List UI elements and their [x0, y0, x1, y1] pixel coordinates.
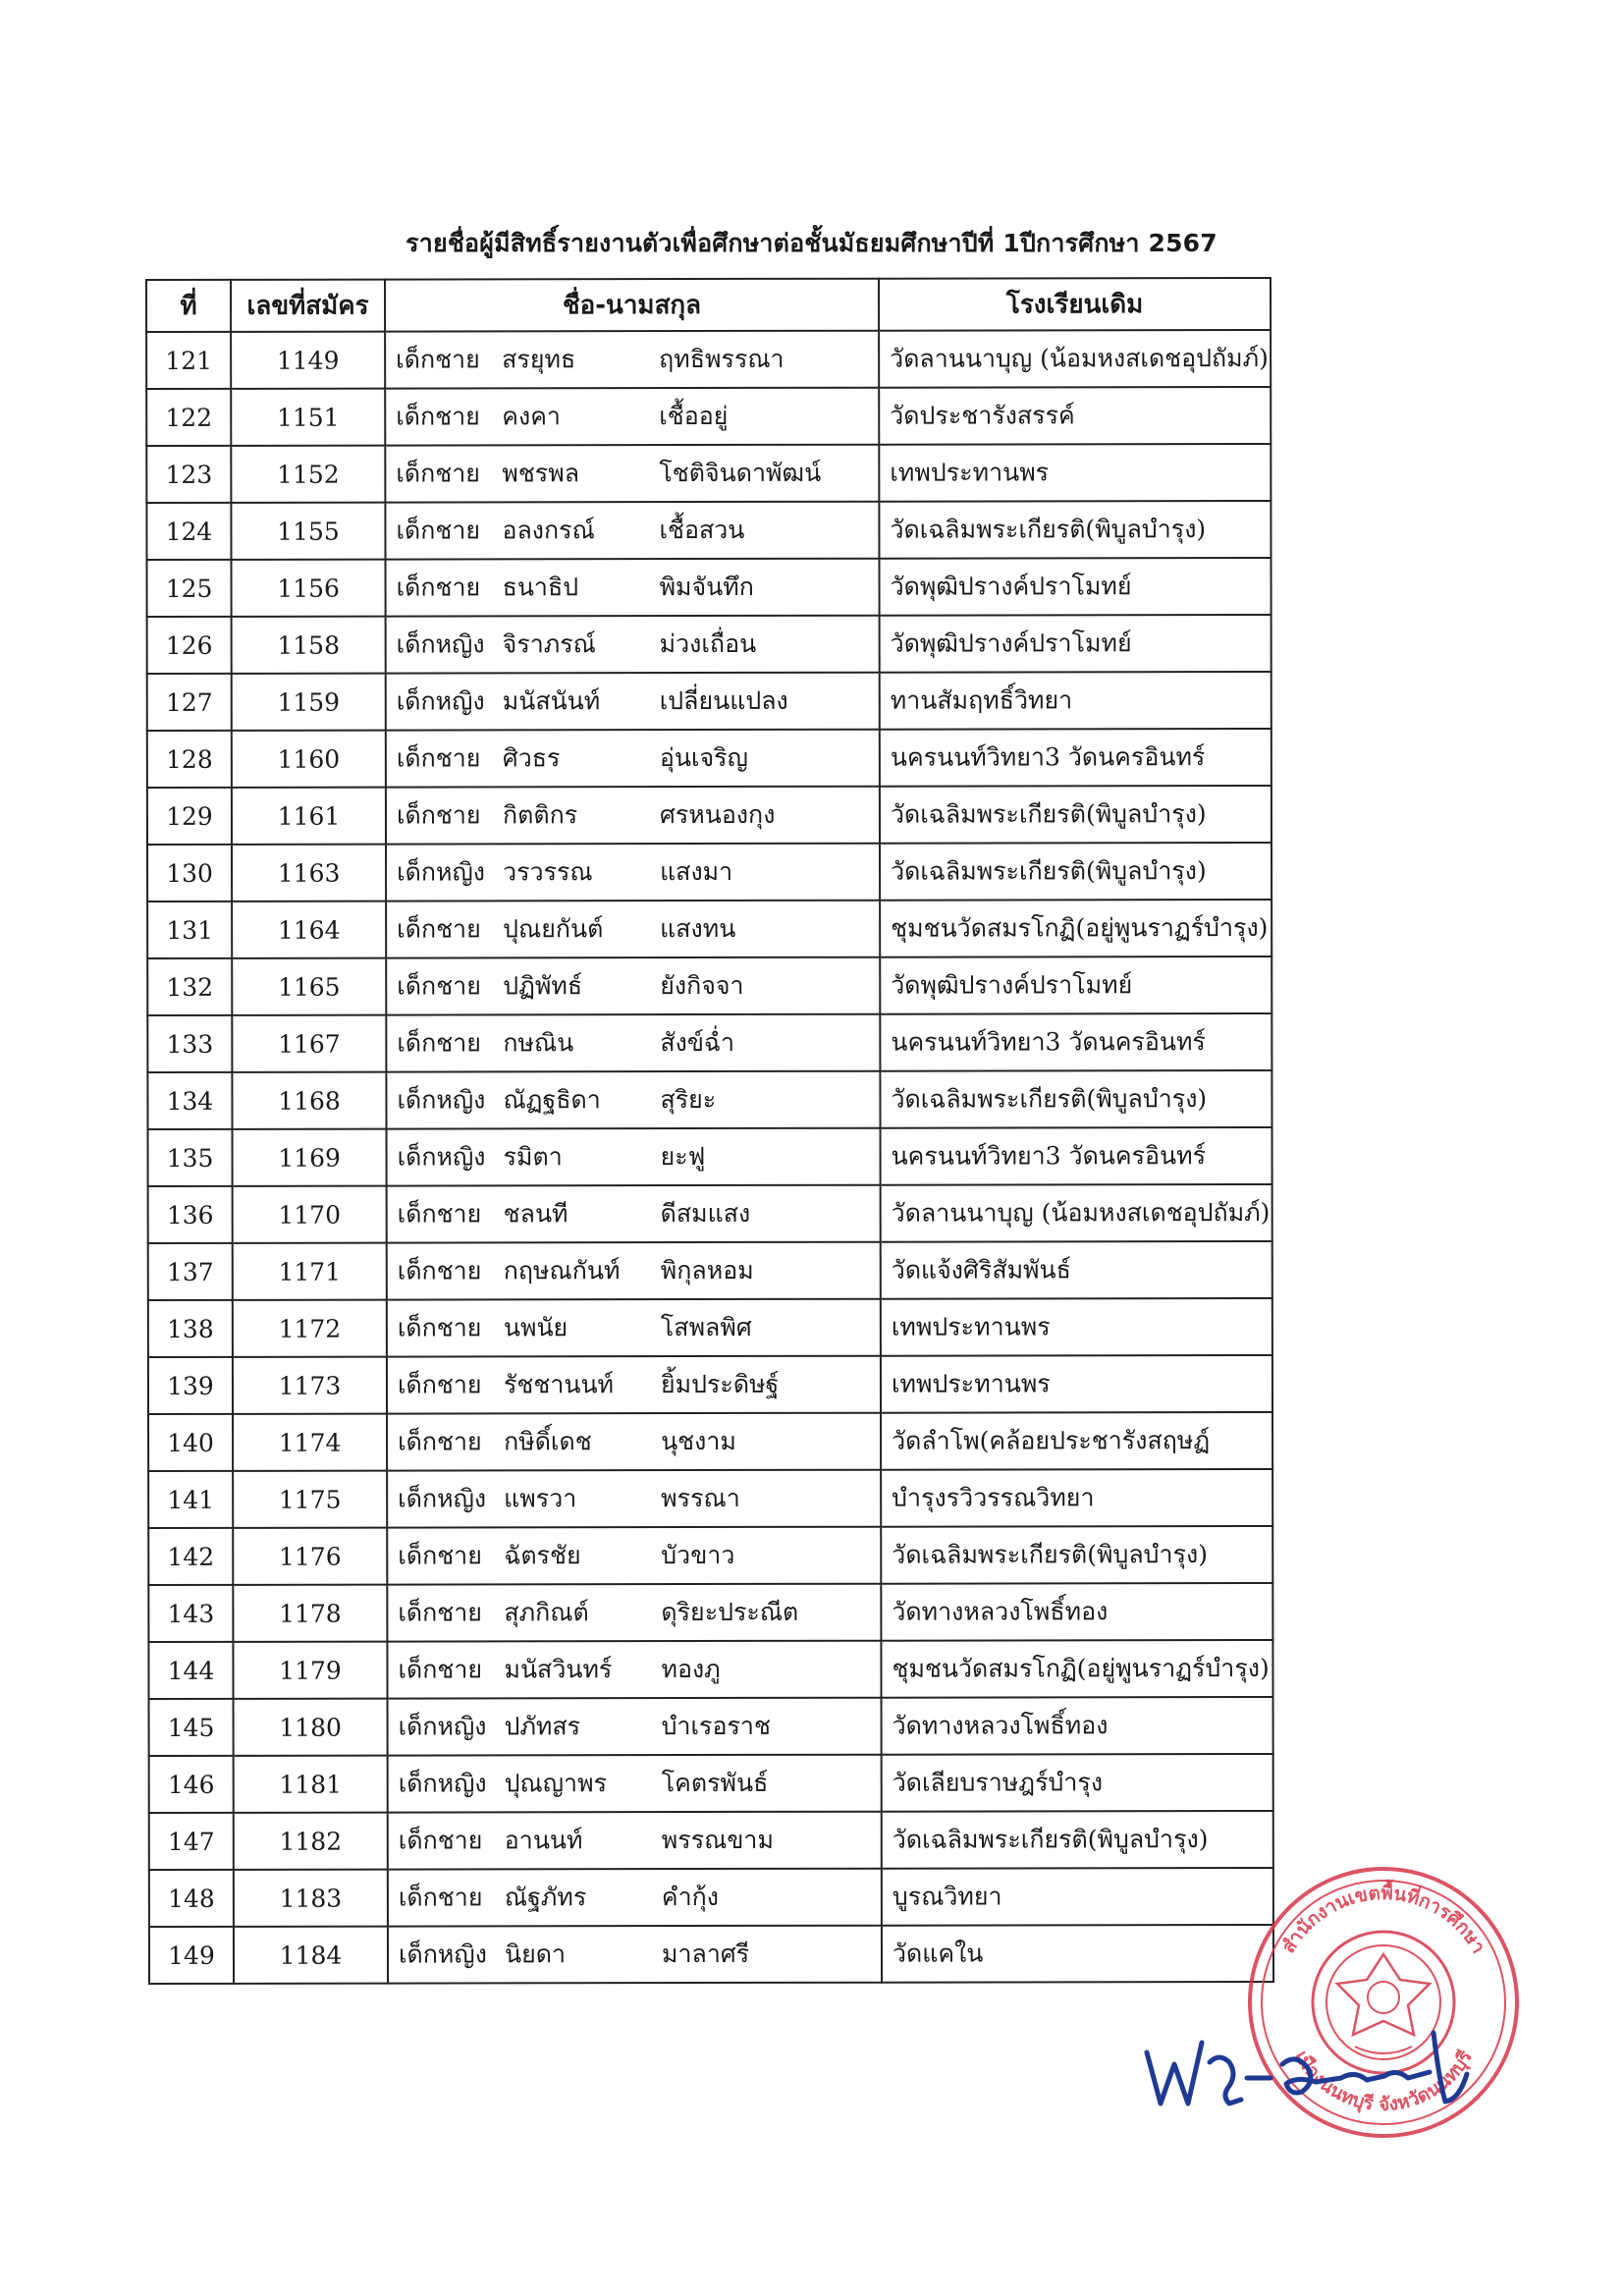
former-school: วัดเฉลิมพระเกียรติ(พิบูลบำรุง)	[880, 1070, 1271, 1128]
first-name: ธนาธิป	[502, 573, 579, 602]
row-number: 139	[148, 1357, 233, 1414]
name-prefix: เด็กชาย	[396, 345, 480, 374]
application-number: 1151	[231, 389, 385, 446]
table-row	[148, 1184, 1272, 1243]
table-row	[147, 615, 1271, 674]
name-prefix: เด็กชาย	[396, 743, 481, 773]
first-name: ชลนที	[503, 1199, 568, 1229]
table-row	[148, 1412, 1272, 1471]
table-row	[149, 1754, 1273, 1813]
application-number: 1182	[234, 1813, 388, 1870]
application-number: 1163	[232, 845, 386, 902]
seal-top-text: สำนักงานเขตพื้นที่การศึกษา	[1277, 1882, 1489, 1957]
table-row	[146, 444, 1271, 503]
last-name: พิกุลหอม	[660, 1255, 754, 1285]
student-full-name	[387, 1470, 881, 1528]
student-full-name	[385, 559, 879, 617]
former-school: วัดลานนาบุญ (น้อมหงสเดชอุปถัมภ์)	[881, 1184, 1272, 1242]
last-name: พิมจันทึก	[659, 572, 754, 602]
student-full-name	[387, 1584, 881, 1642]
last-name: มาลาศรี	[661, 1939, 750, 1969]
former-school: วัดเฉลิมพระเกียรติ(พิบูลบำรุง)	[881, 1526, 1272, 1584]
last-name: เชื้ออยู่	[659, 401, 729, 431]
student-full-name	[387, 1641, 881, 1699]
last-name: อุ่นเจริญ	[659, 742, 748, 773]
name-prefix: เด็กชาย	[398, 1655, 483, 1684]
name-prefix: เด็กชาย	[396, 573, 481, 602]
last-name: ยังกิจจา	[660, 970, 744, 1001]
row-number: 124	[146, 503, 231, 560]
student-full-name	[387, 1527, 881, 1585]
row-number: 131	[147, 902, 232, 958]
table-row	[148, 1298, 1272, 1357]
first-name: ปุณยกันต์	[503, 914, 604, 944]
last-name: พรรณขาม	[661, 1825, 774, 1855]
table-row	[149, 1697, 1273, 1756]
last-name: บำเรอราช	[661, 1711, 771, 1741]
first-name: มนัสวินทร์	[504, 1655, 613, 1684]
row-number: 140	[148, 1414, 233, 1471]
last-name: คำกุ้ง	[661, 1882, 720, 1912]
header-application-no: เลขที่สมัคร	[231, 280, 385, 332]
first-name: ปุณญาพร	[504, 1769, 608, 1798]
row-number: 134	[147, 1072, 232, 1129]
application-number: 1175	[233, 1471, 387, 1528]
application-number: 1170	[233, 1186, 387, 1243]
row-number: 130	[147, 845, 232, 902]
student-full-name	[388, 1869, 882, 1927]
seal-bottom-text: เมืองนนทบุรี จังหวัดนนทบุรี	[1290, 2047, 1477, 2116]
row-number: 138	[148, 1300, 233, 1357]
row-number: 129	[147, 788, 232, 845]
former-school: วัดเลียบราษฎร์บำรุง	[882, 1754, 1273, 1812]
row-number: 126	[147, 617, 232, 674]
former-school: วัดเฉลิมพระเกียรติ(พิบูลบำรุง)	[880, 843, 1271, 901]
last-name: ทองภู	[661, 1654, 721, 1684]
student-full-name	[386, 901, 880, 958]
name-prefix: เด็กหญิง	[397, 857, 485, 887]
name-prefix: เด็กหญิง	[397, 1142, 486, 1172]
last-name: บัวขาว	[661, 1540, 735, 1570]
name-prefix: เด็กหญิง	[397, 1085, 486, 1115]
table-row	[147, 1070, 1271, 1129]
application-number: 1169	[233, 1129, 387, 1186]
student-full-name	[388, 1812, 882, 1870]
first-name: มนัสนันท์	[502, 686, 601, 716]
former-school: วัดแคใน	[882, 1925, 1273, 1983]
application-number: 1158	[232, 617, 386, 674]
first-name: อลงกรณ์	[502, 516, 595, 545]
name-prefix: เด็กชาย	[398, 1541, 482, 1570]
table-row	[147, 957, 1271, 1015]
student-full-name	[387, 1299, 881, 1357]
student-full-name	[388, 1755, 882, 1813]
last-name: เชื้อสวน	[659, 515, 745, 545]
last-name: แสงทน	[660, 913, 736, 944]
last-name: ดุริยะประณีต	[661, 1597, 799, 1627]
table-row	[147, 1013, 1271, 1072]
former-school: วัดเฉลิมพระเกียรติ(พิบูลบำรุง)	[880, 786, 1271, 844]
last-name: โสพลพิศ	[660, 1312, 752, 1342]
application-number: 1172	[233, 1300, 387, 1357]
header-no: ที่	[146, 280, 231, 332]
application-number: 1161	[232, 788, 386, 845]
former-school: ทานสัมฤทธิ์วิทยา	[880, 672, 1271, 730]
header-row	[146, 278, 1271, 332]
application-number: 1155	[231, 503, 385, 560]
row-number: 133	[147, 1015, 232, 1072]
row-number: 125	[146, 560, 231, 617]
student-full-name	[387, 1413, 881, 1471]
name-prefix: เด็กชาย	[398, 1883, 483, 1912]
table-row	[146, 387, 1271, 446]
former-school: เทพประทานพร	[881, 1355, 1272, 1413]
header-former-school: โรงเรียนเดิม	[879, 278, 1271, 331]
first-name: กษณิน	[503, 1028, 574, 1058]
row-number: 132	[147, 958, 232, 1015]
last-name: นุชงาม	[661, 1426, 736, 1456]
table-row	[148, 1469, 1272, 1528]
row-number: 141	[148, 1471, 233, 1528]
student-full-name	[386, 787, 880, 845]
table-row	[147, 843, 1271, 902]
former-school: นครนนท์วิทยา3 วัดนครอินทร์	[881, 1127, 1272, 1185]
application-number: 1165	[232, 958, 386, 1015]
first-name: ปภัทสร	[504, 1712, 581, 1741]
name-prefix: เด็กชาย	[397, 1256, 482, 1285]
application-number: 1156	[231, 560, 385, 617]
first-name: ณัฐภัทร	[504, 1883, 587, 1912]
former-school: วัดพุฒิปรางค์ปราโมทย์	[880, 615, 1271, 673]
name-prefix: เด็กชาย	[398, 1598, 482, 1627]
table-row	[147, 672, 1271, 731]
name-prefix: เด็กหญิง	[398, 1940, 487, 1969]
row-number: 143	[148, 1585, 233, 1642]
table-row	[147, 900, 1271, 958]
name-prefix: เด็กชาย	[396, 459, 480, 488]
first-name: อานนท์	[504, 1826, 583, 1855]
table-row	[146, 501, 1271, 560]
first-name: กษิดิ์เดช	[504, 1427, 592, 1456]
former-school: บำรุงรวิวรรณวิทยา	[881, 1469, 1272, 1527]
name-prefix: เด็กหญิง	[398, 1769, 487, 1798]
application-number: 1180	[234, 1699, 388, 1756]
student-full-name	[386, 616, 880, 674]
row-number: 123	[146, 446, 231, 503]
student-full-name	[386, 1071, 880, 1129]
first-name: แพรวา	[504, 1484, 577, 1513]
application-number: 1168	[232, 1072, 386, 1129]
last-name: เปลี่ยนแปลง	[659, 685, 788, 716]
row-number: 148	[149, 1870, 234, 1927]
name-prefix: เด็กชาย	[397, 1370, 482, 1399]
application-number: 1164	[232, 902, 386, 958]
application-number: 1167	[232, 1015, 386, 1072]
first-name: ศิวธร	[502, 743, 561, 773]
first-name: กฤษณกันท์	[503, 1256, 621, 1285]
table-row	[148, 1241, 1272, 1300]
former-school: วัดทางหลวงโพธิ์ทอง	[882, 1697, 1273, 1755]
table-row	[147, 786, 1271, 845]
row-number: 127	[147, 674, 232, 731]
header-full-name: ชื่อ-นามสกุล	[385, 279, 879, 332]
last-name: ดีสมแสง	[660, 1198, 751, 1229]
document-title: รายชื่อผู้มีสิทธิ์รายงานตัวเพื่อศึกษาต่อชั้นมัธยมศึกษาปีที่ 1ปีการศึกษา 2567	[406, 229, 1217, 257]
former-school: วัดพุฒิปรางค์ปราโมทย์	[879, 558, 1271, 616]
former-school: นครนนท์วิทยา3 วัดนครอินทร์	[880, 1013, 1271, 1071]
last-name: ม่วงเถื่อน	[659, 629, 757, 659]
table-row	[149, 1811, 1273, 1870]
name-prefix: เด็กหญิง	[396, 686, 485, 716]
first-name: ฉัตรชัย	[504, 1541, 581, 1570]
last-name: สุริยะ	[660, 1084, 717, 1115]
row-number: 146	[149, 1756, 234, 1813]
last-name: พรรณา	[661, 1483, 740, 1513]
former-school: วัดลานนาบุญ (น้อมหงสเดชอุปถัมภ์)	[879, 330, 1271, 388]
last-name: ศรหนองกุง	[659, 799, 776, 830]
application-number: 1178	[233, 1585, 387, 1642]
first-name: นพนัย	[503, 1313, 568, 1342]
application-number: 1160	[232, 731, 386, 788]
name-prefix: เด็กชาย	[397, 1199, 482, 1229]
former-school: ชุมชนวัดสมรโกฏิ(อยู่พูนราฏร์บำรุง)	[881, 1640, 1272, 1698]
student-full-name	[388, 1926, 882, 1984]
application-number: 1173	[233, 1357, 387, 1414]
last-name: โคตรพันธ์	[661, 1768, 769, 1798]
first-name: รัชชานนท์	[503, 1370, 615, 1399]
table-row	[148, 1355, 1272, 1414]
former-school: วัดเฉลิมพระเกียรติ(พิบูลบำรุง)	[879, 501, 1271, 559]
first-name: รมิตา	[503, 1142, 563, 1172]
name-prefix: เด็กหญิง	[396, 629, 485, 659]
former-school: บูรณวิทยา	[882, 1868, 1273, 1926]
first-name: ปฏิพัทธ์	[503, 971, 583, 1001]
row-number: 149	[149, 1927, 234, 1984]
table-row	[147, 729, 1271, 788]
name-prefix: เด็กชาย	[397, 971, 481, 1001]
former-school: วัดพุฒิปรางค์ปราโมทย์	[880, 957, 1271, 1014]
name-prefix: เด็กชาย	[398, 1826, 483, 1855]
name-prefix: เด็กชาย	[396, 516, 481, 545]
table-row	[149, 1925, 1273, 1984]
first-name: จิราภรณ์	[502, 629, 596, 659]
student-full-name	[387, 1128, 881, 1186]
last-name: ยิ้มประดิษฐ์	[660, 1369, 780, 1399]
last-name: สังข์ฉ่ำ	[660, 1027, 735, 1058]
student-full-name	[387, 1185, 881, 1243]
row-number: 144	[148, 1642, 233, 1699]
first-name: คงคา	[502, 402, 561, 431]
row-number: 137	[148, 1243, 233, 1300]
application-number: 1149	[231, 332, 385, 389]
row-number: 136	[148, 1186, 233, 1243]
former-school: เทพประทานพร	[879, 444, 1271, 502]
student-full-name	[386, 957, 880, 1015]
last-name: ฤทธิพรรณา	[659, 344, 784, 374]
application-number: 1176	[233, 1528, 387, 1585]
student-full-name	[387, 1242, 881, 1300]
handwritten-signature	[1139, 2013, 1492, 2121]
name-prefix: เด็กหญิง	[398, 1484, 487, 1513]
table-row	[148, 1127, 1272, 1186]
first-name: กิตติกร	[502, 800, 578, 830]
former-school: วัดประชารังสรรค์	[879, 387, 1271, 445]
table-header	[146, 278, 1271, 332]
first-name: นิยดา	[504, 1940, 567, 1969]
student-full-name	[388, 1698, 882, 1756]
student-full-name	[386, 844, 880, 902]
name-prefix: เด็กชาย	[398, 1427, 482, 1456]
table-row	[148, 1583, 1272, 1642]
application-number: 1181	[234, 1756, 388, 1813]
last-name: แสงมา	[660, 856, 733, 887]
former-school: วัดเฉลิมพระเกียรติ(พิบูลบำรุง)	[882, 1811, 1273, 1869]
student-full-name	[385, 445, 879, 503]
row-number: 142	[148, 1528, 233, 1585]
student-roster-table	[145, 277, 1274, 1985]
row-number: 122	[146, 389, 231, 446]
student-full-name	[385, 331, 879, 389]
last-name: โชติจินดาพัฒน์	[659, 458, 822, 488]
former-school: นครนนท์วิทยา3 วัดนครอินทร์	[880, 729, 1271, 787]
student-full-name	[386, 1014, 880, 1072]
student-full-name	[386, 673, 880, 731]
table-row	[146, 558, 1271, 617]
row-number: 147	[149, 1813, 234, 1870]
application-number: 1152	[231, 446, 385, 503]
name-prefix: เด็กชาย	[397, 1313, 482, 1342]
row-number: 145	[149, 1699, 234, 1756]
first-name: สรยุทธ	[502, 345, 576, 374]
student-full-name	[386, 730, 880, 788]
first-name: ณัฏฐธิดา	[503, 1085, 601, 1115]
table-row	[146, 330, 1271, 389]
name-prefix: เด็กหญิง	[398, 1712, 487, 1741]
student-full-name	[385, 502, 879, 560]
former-school: เทพประทานพร	[881, 1298, 1272, 1356]
table-body	[146, 330, 1273, 1984]
name-prefix: เด็กชาย	[396, 402, 480, 431]
name-prefix: เด็กชาย	[397, 1028, 481, 1058]
table-row	[149, 1868, 1273, 1927]
first-name: วรวรรณ	[503, 857, 593, 887]
application-number: 1174	[233, 1414, 387, 1471]
row-number: 121	[146, 332, 231, 389]
student-full-name	[385, 388, 879, 446]
name-prefix: เด็กชาย	[397, 914, 481, 944]
application-number: 1184	[234, 1927, 388, 1984]
row-number: 128	[147, 731, 232, 788]
name-prefix: เด็กชาย	[396, 800, 481, 830]
application-number: 1159	[232, 674, 386, 731]
application-number: 1183	[234, 1870, 388, 1927]
first-name: พชรพล	[502, 459, 580, 488]
former-school: วัดแจ้งศิริสัมพันธ์	[881, 1241, 1272, 1299]
table-row	[148, 1640, 1272, 1699]
former-school: ชุมชนวัดสมรโกฏิ(อยู่พูนราฏร์บำรุง)	[880, 900, 1271, 957]
application-number: 1171	[233, 1243, 387, 1300]
former-school: วัดลำโพ(คล้อยประชารังสฤษฏ์	[881, 1412, 1272, 1470]
student-full-name	[387, 1356, 881, 1414]
application-number: 1179	[233, 1642, 387, 1699]
first-name: สุภกิณต์	[504, 1598, 589, 1627]
row-number: 135	[148, 1129, 233, 1186]
former-school: วัดทางหลวงโพธิ์ทอง	[881, 1583, 1272, 1641]
table-row	[148, 1526, 1272, 1585]
last-name: ยะฟู	[660, 1142, 706, 1172]
